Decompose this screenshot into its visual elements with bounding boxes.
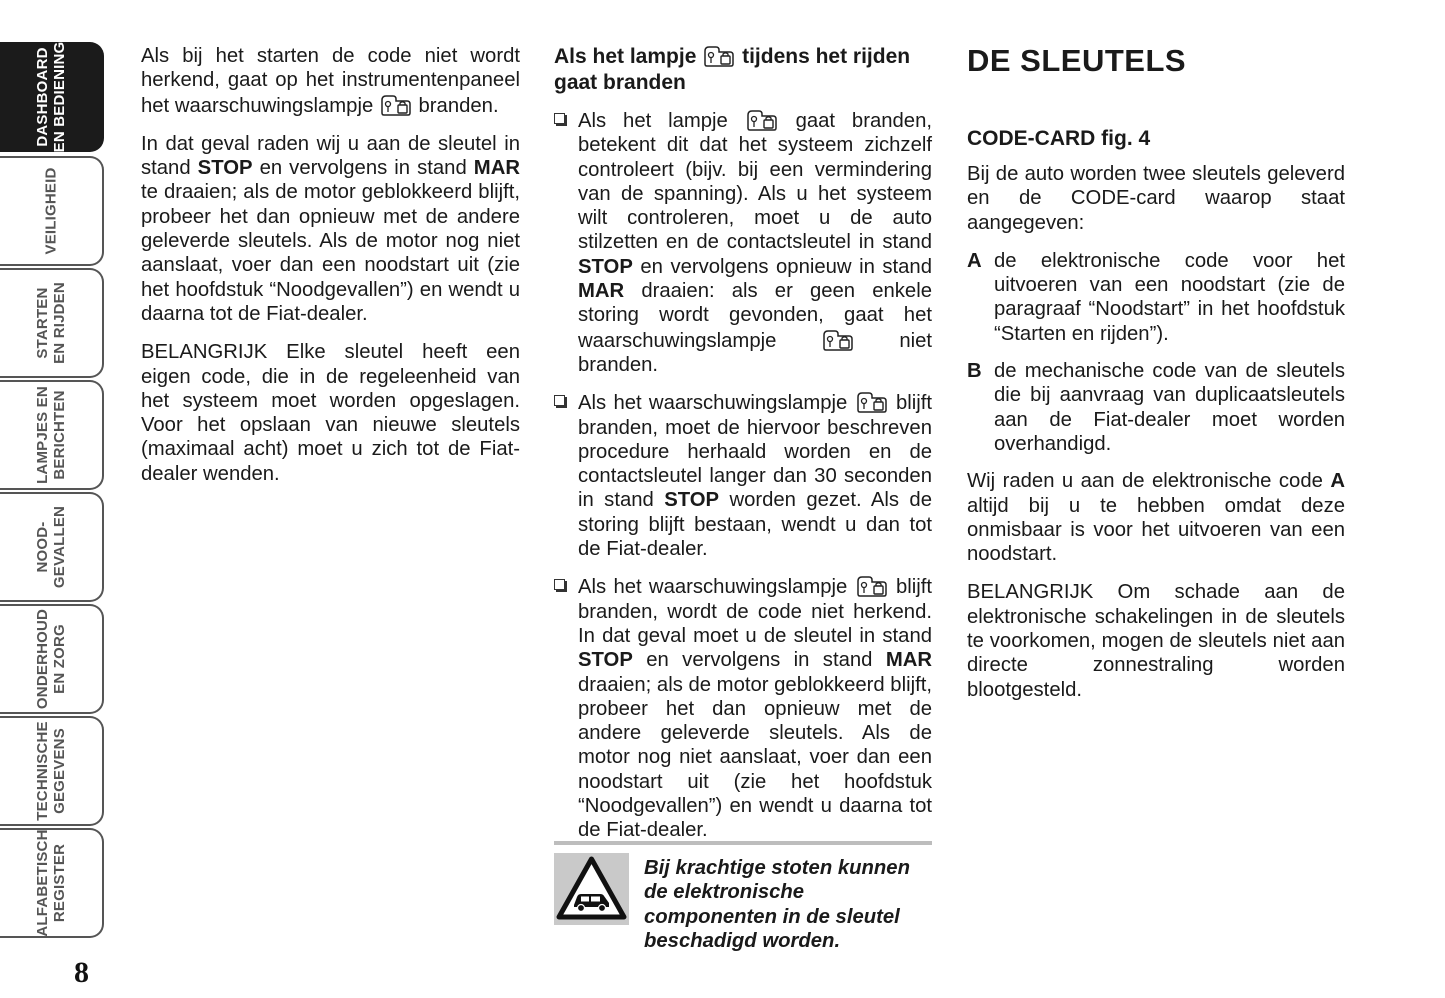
text: draaien; als de motor geblokkeerd blijft, probeer het dan opnieuw met de andere geleverde sleutels. Als de motor nog niet aanslaat, voer dan een noodstart uit (zie het hoofdstuk “Noodgevallen”) en wendt u daarna tot de Fiat-dealer. — [578, 673, 932, 842]
tab-label-line2: EN RIJDEN — [51, 282, 68, 364]
paragraph — [141, 132, 520, 326]
text: en vervolgens opnieuw in stand — [640, 255, 932, 278]
checkbox-bullet-icon — [554, 395, 565, 406]
tab-label-line1: ONDERHOUD — [34, 608, 51, 710]
list-item — [967, 359, 1345, 456]
tab-lampjes[interactable] — [0, 380, 104, 490]
page-number: 8 — [74, 956, 89, 989]
text: de mechanische code van de sleutels die bij aanvraag van duplicaatsleutels aan de Fiat-dealer moet worden overhandigd. — [994, 360, 1345, 455]
section-heading — [554, 44, 932, 96]
text: blijft branden, moet de hiervoor beschreven procedure herhaald worden en de contactsleutel langer dan 30 seconden in stand — [578, 392, 933, 512]
tab-label-line2: GEVALLEN — [51, 505, 68, 589]
text: en vervolgens in stand — [646, 649, 873, 672]
list-item — [554, 108, 932, 377]
text: Als het waarschuwingslampje — [578, 392, 848, 415]
paragraph — [141, 44, 520, 118]
warning-divider — [554, 841, 932, 845]
text: altijd bij u te hebben omdat deze onmisbaar is voor het uitvoeren van een noodstart. — [967, 494, 1345, 566]
warning-icon-box — [554, 853, 629, 925]
immobilizer-lamp-icon — [855, 390, 889, 414]
list-item — [967, 249, 1345, 346]
paragraph — [141, 340, 520, 486]
tab-onderhoud[interactable] — [0, 604, 104, 714]
tab-label-line1: NOOD- — [34, 521, 51, 573]
immobilizer-lamp-icon — [702, 44, 736, 68]
mar-label: MAR — [885, 649, 933, 672]
list-item — [554, 574, 932, 842]
text: tijdens het rijden gaat branden — [554, 45, 911, 94]
column-left — [141, 44, 520, 500]
tab-label-line2: EN ZORG — [51, 624, 68, 694]
page-title: DE SLEUTELS — [967, 43, 1187, 78]
text: gaat branden, betekent dit dat het systeem zichzelf controleert (bijv. bij een vermindering van de spanning). Als u het systeem wilt controleren, moet u de auto stilzetten en de contactsleutel in stand — [578, 110, 932, 254]
warning-text: Bij krachtige stoten kunnen de elektronische componenten in de sleutel beschadigd worden. — [644, 857, 910, 952]
text: BELANGRIJK Elke sleutel heeft een eigen code, die in de regeleenheid van het systeem moet worden opgeslagen. Voor het opslaan van nieuwe sleutels (maximaal acht) moet u zich tot de Fiat-dealer wenden. — [141, 341, 520, 485]
tab-noodgevallen[interactable] — [0, 492, 104, 602]
text: Als bij het starten de code niet wordt herkend, gaat op het instrumentenpaneel het waarschuwingslampje — [141, 45, 520, 117]
list-letter: A — [967, 249, 982, 272]
tab-register[interactable] — [0, 828, 104, 938]
text: worden gezet. Als de storing blijft bestaan, wendt u dan tot de Fiat-dealer. — [578, 489, 932, 561]
stop-label: STOP — [578, 649, 633, 672]
mar-label: MAR — [473, 157, 520, 180]
text: Als het lampje — [578, 110, 728, 132]
tab-label-line2: REGISTER — [51, 843, 68, 923]
tab-label-line1: TECHNISCHE — [34, 721, 51, 821]
text: de elektronische code voor het uitvoeren van een noodstart (zie de paragraaf “Noodstart” in het hoofdstuk “Starten en rijden”). — [994, 249, 1345, 345]
section-subtitle: CODE-CARD fig. 4 — [967, 127, 1151, 150]
tab-label-line1: ALFABETISCH — [34, 829, 51, 937]
stop-label: STOP — [197, 157, 253, 180]
column-middle — [554, 44, 932, 856]
tab-label-line1: STARTEN — [34, 287, 51, 359]
list-letter: B — [967, 360, 982, 383]
tab-technische[interactable] — [0, 716, 104, 826]
text: en vervolgens in stand — [259, 157, 467, 180]
tab-label-line2: EN BEDIENING — [51, 41, 68, 153]
warning-car-icon — [554, 853, 629, 925]
list-item — [554, 390, 932, 561]
tab-label-line1: DASHBOARD — [34, 47, 51, 147]
text: Als het lampje — [554, 45, 697, 68]
tab-label-line1: VEILIGHEID — [42, 167, 60, 255]
immobilizer-lamp-icon — [855, 574, 889, 598]
text: branden. — [418, 94, 499, 117]
paragraph: Bij de auto worden twee sleutels geleverd en de CODE-card waarop staat aangegeven: — [967, 163, 1345, 234]
immobilizer-lamp-icon — [745, 108, 779, 132]
tab-starten[interactable] — [0, 268, 104, 378]
text: niet branden. — [578, 329, 933, 376]
immobilizer-lamp-icon — [821, 328, 855, 352]
stop-label: STOP — [664, 489, 720, 512]
tab-dashboard[interactable] — [0, 42, 104, 152]
immobilizer-lamp-icon — [379, 93, 413, 117]
text: te draaien; als de motor geblokkeerd blijft, probeer het dan opnieuw met de andere geleverde sleutels. Als de motor nog niet aanslaat, voer dan een noodstart uit (zie het hoofdstuk “Noodgevallen”) en wendt u daarna tot de Fiat-dealer. — [141, 181, 520, 325]
tab-label-line2: BERICHTEN — [51, 390, 68, 480]
code-letter: A — [1330, 470, 1345, 493]
text: Als het waarschuwingslampje — [578, 576, 848, 599]
text: In dat geval raden wij u aan de sleutel in stand — [141, 132, 520, 180]
paragraph — [967, 469, 1345, 566]
mar-label: MAR — [578, 280, 625, 303]
paragraph: BELANGRIJK Om schade aan de elektronische schakelingen in de sleutels te voorkomen, mogen de sleutels niet aan directe zonnestraling worden blootgesteld. — [967, 581, 1345, 701]
checkbox-bullet-icon — [554, 579, 565, 590]
tab-veiligheid[interactable] — [0, 156, 104, 266]
column-right — [967, 44, 1345, 716]
stop-label: STOP — [578, 255, 633, 278]
tab-label-line2: GEGEVENS — [51, 728, 68, 814]
text: Wij raden u aan de elektronische code — [967, 470, 1323, 493]
text: draaien: als er geen enkele storing wordt gevonden, gaat het waarschuwingslampje — [578, 280, 932, 352]
tab-label-line1: LAMPJES EN — [34, 386, 51, 484]
checkbox-bullet-icon — [554, 113, 565, 124]
text: blijft branden, wordt de code niet herkend. In dat geval moet u de sleutel in stand — [578, 576, 933, 647]
